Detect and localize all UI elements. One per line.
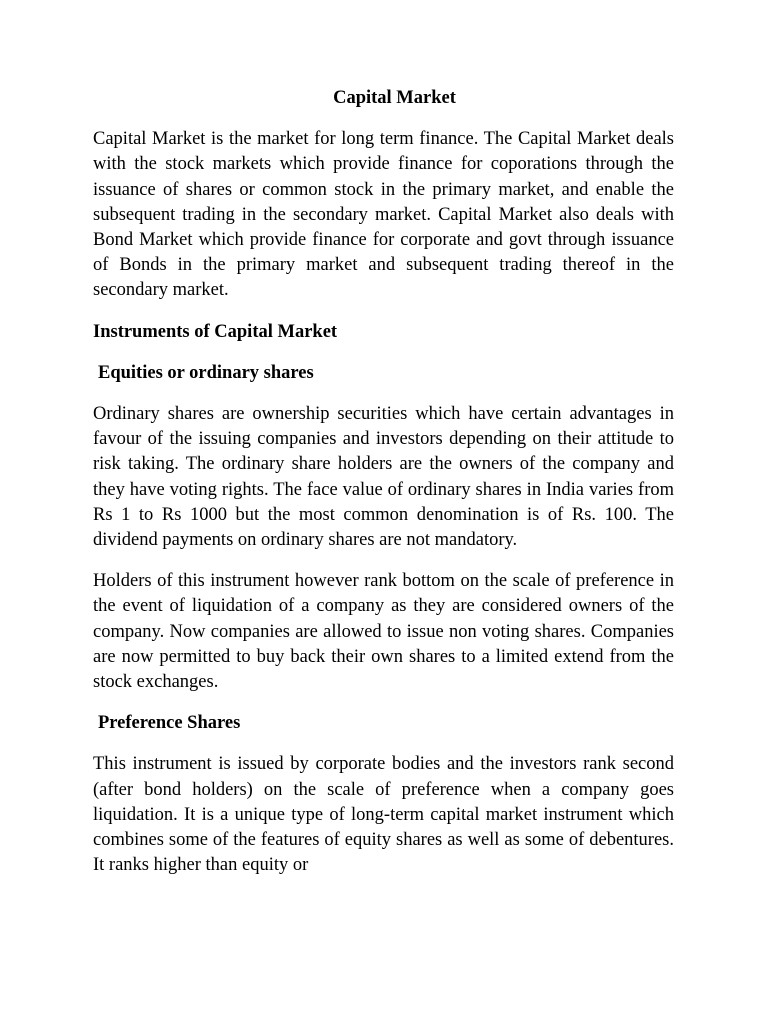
subheading-equities: Equities or ordinary shares	[98, 362, 314, 383]
preference-paragraph-1: This instrument is issued by corporate bodies and the investors rank second (after bond holders) on the scale of preference when a company goes liquidation. It is a unique type of long-term capital market instrument which combines some of the features of equity shares as well as some of debentures. It ranks higher than equity or	[93, 754, 674, 876]
page-title: Capital Market	[333, 88, 456, 108]
equities-paragraph-2: Holders of this instrument however rank bottom on the scale of preference in the event of liquidation of a company as they are considered owners of the company. Now companies are allowed to issue non voting shares. Companies are now permitted to buy back their own shares to a limited extend from the stock exchanges.	[93, 571, 674, 693]
section-heading-instruments: Instruments of Capital Market	[93, 321, 338, 342]
document-page	[93, 86, 674, 894]
subheading-preference-shares: Preference Shares	[98, 713, 241, 734]
intro-paragraph: Capital Market is the market for long term finance. The Capital Market deals with the stock markets which provide finance for coporations through the issuance of shares or common stock in the primary market, and enable the subsequent trading in the secondary market. Capital Market also deals with Bond Market which provide finance for corporate and govt through issuance of Bonds in the primary market and subsequent trading thereof in the secondary market.	[93, 129, 674, 301]
equities-paragraph-1: Ordinary shares are ownership securities which have certain advantages in favour of the issuing companies and investors depending on their attitude to risk taking. The ordinary share holders are the owners of the company and they have voting rights. The face value of ordinary shares in India varies from Rs 1 to Rs 1000 but the most common denomination is of Rs. 100. The dividend payments on ordinary shares are not mandatory.	[93, 404, 674, 551]
